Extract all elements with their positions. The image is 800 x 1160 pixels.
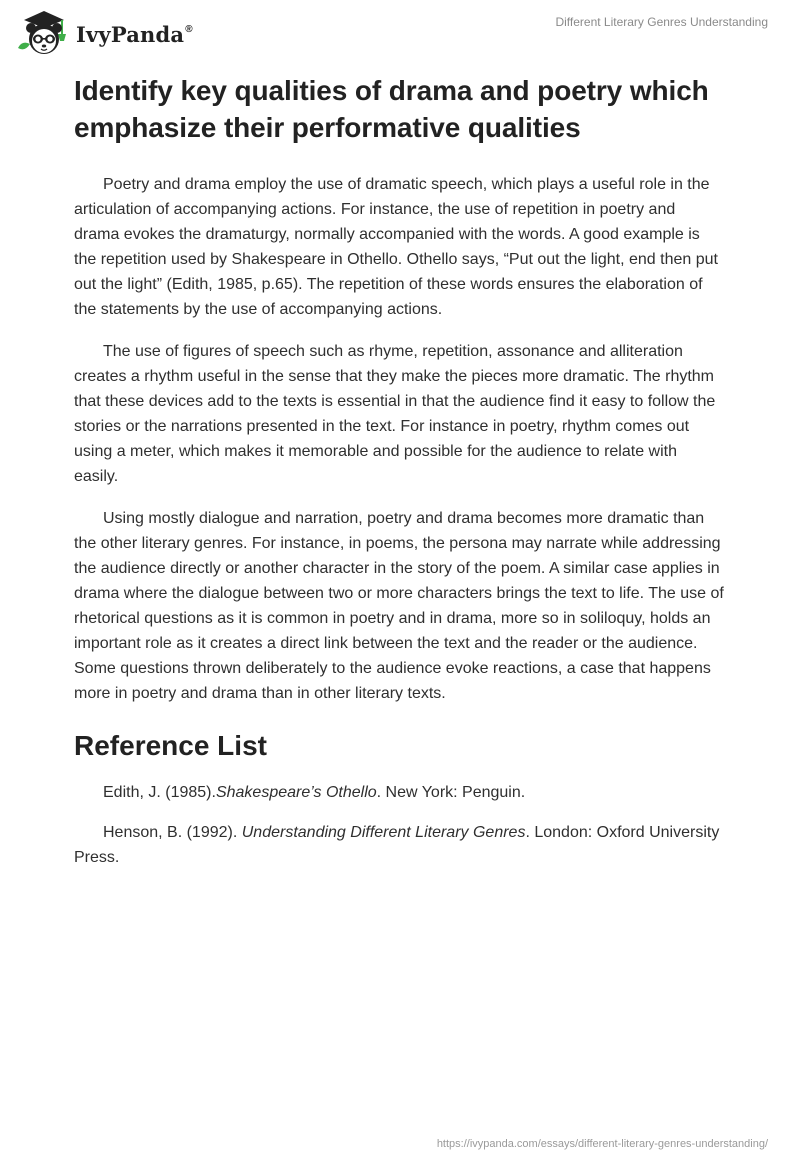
paragraph-3: Using mostly dialogue and narration, poetry and drama becomes more dramatic than the other literary genres. For instance, in poems, the persona may narrate while addressing the audience directly or another character in the story of the poem. A similar case applies in drama where the dialogue between two or more characters brings the text to life. The use of rhetorical questions as it is common in poetry and in drama, more so in soliloquy, holds an important role as it creates a direct link between the text and the reader or the audience. Some questions thrown deliberately to the audience evoke reactions, a case that happens more in poetry and drama than in other literary texts. [74, 510, 724, 702]
paragraph-1: Poetry and drama employ the use of dramatic speech, which plays a useful role in the articulation of accompanying actions. For instance, the use of repetition in poetry and drama evokes the dramaturgy, normally accompanied with the words. A good example is the repetition used by Shakespeare in Othello. Othello says, “Put out the light, end then put out the light” (Edith, 1985, p.65). The repetition of these words ensures the elaboration of the statements by the use of accompanying actions. [74, 176, 718, 318]
brand-name: IvyPanda® [76, 21, 193, 47]
reference-item-1: Edith, J. (1985).Shakespeare’s Othello. New York: Penguin. [103, 784, 526, 801]
article-body [74, 72, 724, 885]
page-header [0, 0, 800, 70]
reference-title-1: Shakespeare’s Othello [215, 784, 377, 801]
source-url[interactable]: https://ivypanda.com/essays/different-literary-genres-understanding/ [436, 1138, 768, 1150]
reference-title-2: Understanding Different Literary Genres [241, 824, 526, 841]
ivypanda-logo[interactable] [14, 8, 193, 58]
registered-mark: ® [185, 23, 193, 35]
reference-item-2: Henson, B. (1992). Understanding Different Literary Genres. London: Oxford University Press. [74, 824, 720, 866]
running-title: Different Literary Genres Understanding [555, 15, 768, 29]
reference-list-heading: Reference List [74, 730, 267, 761]
panda-graduate-icon [14, 8, 74, 58]
paragraph-2: The use of figures of speech such as rhyme, repetition, assonance and alliteration creates a rhythm useful in the sense that they make the pieces more dramatic. The rhythm that these devices add to the texts is essential in that the audience find it easy to follow the stories or the narrations presented in the text. For instance in poetry, rhythm comes out using a meter, which makes it memorable and possible for the audience to relate with easily. [74, 343, 716, 485]
article-title: Identify key qualities of drama and poetry which emphasize their performative qualities [74, 75, 709, 143]
